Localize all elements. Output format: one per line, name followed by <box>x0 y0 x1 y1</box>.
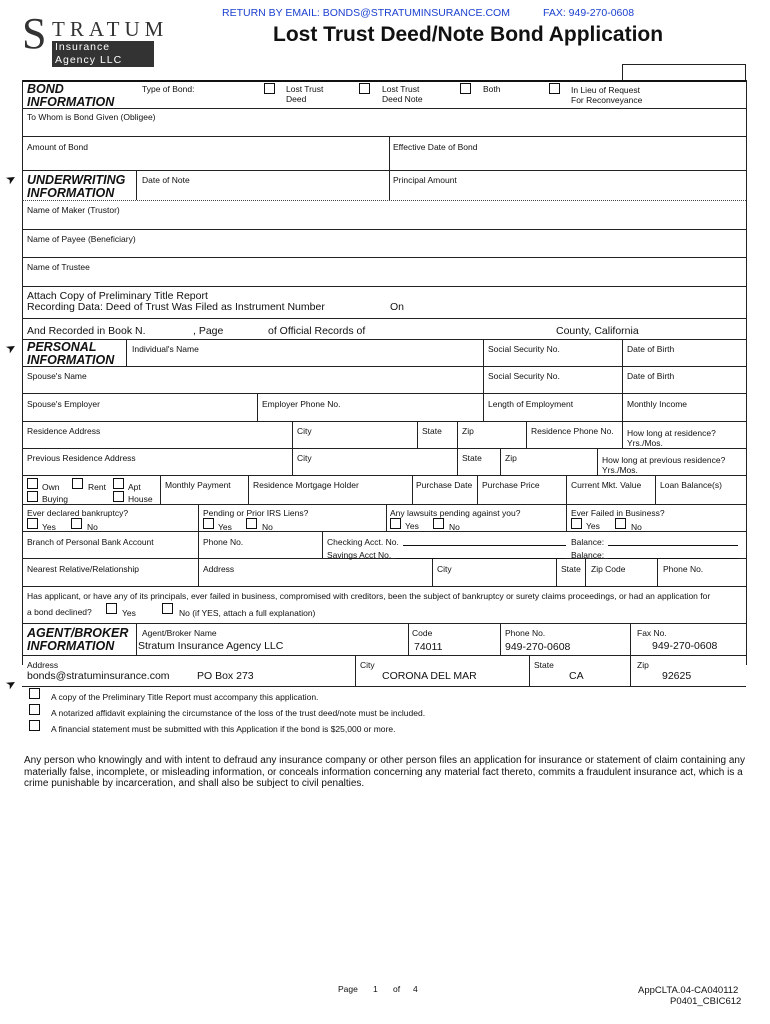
checklist-checkbox-1[interactable] <box>29 688 40 699</box>
agent-email-value[interactable]: bonds@stratuminsurance.com <box>27 670 170 682</box>
book-field[interactable]: And Recorded in Book N. <box>27 325 146 337</box>
agent-name-label: Agent/Broker Name <box>142 628 217 638</box>
logo-tagline: Insurance Agency LLC <box>52 41 154 67</box>
monthly-income-field[interactable]: Monthly Income <box>627 399 687 409</box>
fax-header: FAX: 949-270-0608 <box>543 7 635 19</box>
employer-phone-field[interactable]: Employer Phone No. <box>262 399 341 409</box>
savings-label: Savings Acct No. <box>327 550 392 560</box>
relative-address-field[interactable]: Address <box>203 564 235 574</box>
residence-phone-field[interactable]: Residence Phone No. <box>531 426 614 436</box>
page-label: Page <box>338 984 358 994</box>
declined-question: Has applicant, or have any of its principals, ever failed in business, compromised with creditors, been the subject of bankruptcy or surety claims proceedings, or had an application for <box>27 591 711 601</box>
trustee-field[interactable]: Name of Trustee <box>27 262 90 272</box>
previous-state-field[interactable]: State <box>462 453 482 463</box>
house-label: House <box>128 494 153 504</box>
agent-state-label: State <box>534 660 554 670</box>
checklist-item: A notarized affidavit explaining the circumstance of the loss of the trust deed/note must be included. <box>51 708 426 718</box>
code-value[interactable]: 74011 <box>414 641 443 653</box>
spouse-employer-field[interactable]: Spouse's Employer <box>27 399 100 409</box>
relative-state-field[interactable]: State <box>561 564 581 574</box>
agent-zip-label: Zip <box>637 660 649 670</box>
form-code-2: P0401_CBIC612 <box>670 996 742 1007</box>
own-label: Own <box>42 482 60 492</box>
length-employment-field[interactable]: Length of Employment <box>488 399 574 409</box>
office-use-box[interactable] <box>622 64 746 81</box>
bankruptcy-question: Ever declared bankruptcy? <box>27 508 129 518</box>
page-total: 4 <box>413 984 418 994</box>
recording-data-field[interactable]: Recording Data: Deed of Trust Was Filed as Instrument Number <box>27 301 325 313</box>
yes-label: Yes <box>42 522 56 532</box>
declined-no-checkbox[interactable] <box>162 603 173 614</box>
no-label: No <box>631 522 642 532</box>
previous-zip-field[interactable]: Zip <box>505 453 517 463</box>
spouse-name-field[interactable]: Spouse's Name <box>27 371 87 381</box>
own-checkbox[interactable] <box>27 478 38 489</box>
attach-title-report: Attach Copy of Preliminary Title Report <box>27 290 208 302</box>
buying-label: Buying <box>42 494 68 504</box>
yes-label: Yes <box>218 522 232 532</box>
checklist-checkbox-3[interactable] <box>29 720 40 731</box>
agent-phone-value[interactable]: 949-270-0608 <box>505 641 571 653</box>
date-of-note-field[interactable]: Date of Note <box>142 175 190 185</box>
amount-of-bond-field[interactable]: Amount of Bond <box>27 142 88 152</box>
recording-on-field[interactable]: On <box>390 301 405 313</box>
spouse-dob-field[interactable]: Date of Birth <box>627 371 675 381</box>
dob-field[interactable]: Date of Birth <box>627 344 675 354</box>
previous-city-field[interactable]: City <box>297 453 312 463</box>
payee-field[interactable]: Name of Payee (Beneficiary) <box>27 234 136 244</box>
effective-date-field[interactable]: Effective Date of Bond <box>393 142 478 152</box>
agent-city-label: City <box>360 660 375 670</box>
bankruptcy-yes-checkbox[interactable] <box>27 518 38 529</box>
lawsuits-no-checkbox[interactable] <box>433 518 444 529</box>
lawsuits-yes-checkbox[interactable] <box>390 518 401 529</box>
yes-label: Yes <box>405 521 419 531</box>
checklist-checkbox-2[interactable] <box>29 704 40 715</box>
agent-fax-value[interactable]: 949-270-0608 <box>652 640 718 652</box>
county-label: County, California <box>556 325 639 337</box>
declined-no-label: No (if YES, attach a full explanation) <box>179 608 316 618</box>
residence-city-field[interactable]: City <box>297 426 312 436</box>
page-of: of <box>393 984 401 994</box>
lost-trust-deed-note-checkbox[interactable] <box>359 83 370 94</box>
checking-balance-label: Balance: <box>571 537 605 547</box>
checklist-item: A copy of the Preliminary Title Report must accompany this application. <box>51 692 319 702</box>
relative-city-field[interactable]: City <box>437 564 452 574</box>
in-lieu-checkbox[interactable] <box>549 83 560 94</box>
checklist-item: A financial statement must be submitted with this Application if the bond is $25,000 or more. <box>51 724 396 734</box>
form-code-1: AppCLTA.04-CA040112 <box>638 985 739 996</box>
no-label: No <box>262 522 273 532</box>
page-number: 1 <box>373 984 378 994</box>
checking-label: Checking Acct. No. <box>327 537 399 547</box>
principal-amount-field[interactable]: Principal Amount <box>393 175 457 185</box>
section-agent: AGENT/BROKER INFORMATION <box>27 626 129 653</box>
no-label: No <box>87 522 98 532</box>
section-underwriting: UNDERWRITING INFORMATION <box>27 173 126 200</box>
fraud-statement: Any person who knowingly and with intent to defraud any insurance company or other person files an application for insurance or statement of claim containing any materially false, incomplete, or misleading information, or conceals information concerning any material fact thereto, commits a fraudulent insurance act, which is a crime punishable by incarceration, and shall also be subject to civil penalties. <box>24 755 745 789</box>
arrow-icon: ➤ <box>3 339 19 357</box>
bankruptcy-no-checkbox[interactable] <box>71 518 82 529</box>
agent-address-value[interactable]: PO Box 273 <box>197 670 254 682</box>
declined-yes-label: Yes <box>122 608 136 618</box>
residence-state-field[interactable]: State <box>422 426 442 436</box>
agent-name-value[interactable]: Stratum Insurance Agency LLC <box>138 640 284 652</box>
agent-address-label: Address <box>27 660 59 670</box>
logo-letter: S <box>22 9 47 58</box>
previous-residence-field[interactable]: Previous Residence Address <box>27 453 136 463</box>
how-long-residence-field[interactable]: How long at residence? Yrs./Mos. <box>627 428 716 448</box>
individual-name-field[interactable]: Individual's Name <box>132 344 199 354</box>
agent-fax-label: Fax No. <box>637 628 667 638</box>
relative-field[interactable]: Nearest Relative/Relationship <box>27 564 139 574</box>
spouse-ssn-field[interactable]: Social Security No. <box>488 371 560 381</box>
arrow-icon: ➤ <box>3 170 19 188</box>
opt-lost-trust-deed-note: Lost Trust Deed Note <box>382 84 423 104</box>
section-personal: PERSONAL INFORMATION <box>27 340 115 367</box>
agent-zip-value[interactable]: 92625 <box>662 670 692 682</box>
market-value-field[interactable]: Current Mkt. Value <box>571 480 642 490</box>
liens-no-checkbox[interactable] <box>246 518 257 529</box>
residence-zip-field[interactable]: Zip <box>462 426 474 436</box>
irs-liens-question: Pending or Prior IRS Liens? <box>203 508 309 518</box>
relative-phone-field[interactable]: Phone No. <box>663 564 704 574</box>
agent-state-value[interactable]: CA <box>569 670 584 682</box>
return-email: RETURN BY EMAIL: BONDS@STRATUMINSURANCE.COM <box>222 7 510 19</box>
liens-yes-checkbox[interactable] <box>203 518 214 529</box>
section-bond: BOND INFORMATION <box>27 82 115 109</box>
rent-checkbox[interactable] <box>72 478 83 489</box>
logo-word: TRATUM <box>52 17 169 41</box>
failed-no-checkbox[interactable] <box>615 518 626 529</box>
logo <box>22 9 169 68</box>
opt-in-lieu: In Lieu of Request For Reconveyance <box>571 85 643 105</box>
how-long-previous-field[interactable]: How long at previous residence? Yrs./Mos. <box>602 455 726 475</box>
declined-yes-checkbox[interactable] <box>106 603 117 614</box>
opt-lost-trust-deed: Lost Trust Deed <box>286 84 324 104</box>
bank-branch-field[interactable]: Branch of Personal Bank Account <box>27 537 154 547</box>
ssn-field[interactable]: Social Security No. <box>488 344 560 354</box>
purchase-price-field[interactable]: Purchase Price <box>482 480 540 490</box>
logo-license: CA Lic 0E50599 <box>124 56 145 68</box>
yes-label: Yes <box>586 521 600 531</box>
relative-zip-field[interactable]: Zip Code <box>591 564 626 574</box>
maker-field[interactable]: Name of Maker (Trustor) <box>27 205 120 215</box>
obligee-field[interactable]: To Whom is Bond Given (Obligee) <box>27 112 156 122</box>
mortgage-holder-field[interactable]: Residence Mortgage Holder <box>253 480 359 490</box>
bank-phone-field[interactable]: Phone No. <box>203 537 244 547</box>
apt-checkbox[interactable] <box>113 478 124 489</box>
opt-both: Both <box>483 84 501 94</box>
agent-phone-label: Phone No. <box>505 628 546 638</box>
failed-business-question: Ever Failed in Business? <box>571 508 665 518</box>
page-title: Lost Trust Deed/Note Bond Application <box>273 23 664 46</box>
residence-address-field[interactable]: Residence Address <box>27 426 101 436</box>
lost-trust-deed-checkbox[interactable] <box>264 83 275 94</box>
both-checkbox[interactable] <box>460 83 471 94</box>
house-checkbox[interactable] <box>113 491 124 502</box>
lawsuits-question: Any lawsuits pending against you? <box>390 508 521 518</box>
loan-balance-field[interactable]: Loan Balance(s) <box>660 480 722 490</box>
official-records-field[interactable]: of Official Records of <box>268 325 366 337</box>
agent-city-value[interactable]: CORONA DEL MAR <box>382 670 477 682</box>
page-field[interactable]: , Page <box>193 325 224 337</box>
monthly-payment-field[interactable]: Monthly Payment <box>165 480 231 490</box>
no-label: No <box>449 522 460 532</box>
arrow-icon: ➤ <box>3 675 19 693</box>
failed-yes-checkbox[interactable] <box>571 518 582 529</box>
type-of-bond-label: Type of Bond: <box>142 84 195 94</box>
declined-question-end: a bond declined? <box>27 607 92 617</box>
rent-label: Rent <box>88 482 106 492</box>
purchase-date-field[interactable]: Purchase Date <box>416 480 473 490</box>
buying-checkbox[interactable] <box>27 491 38 502</box>
code-label: Code <box>412 628 433 638</box>
apt-label: Apt <box>128 482 141 492</box>
savings-balance-label: Balance: <box>571 550 605 560</box>
